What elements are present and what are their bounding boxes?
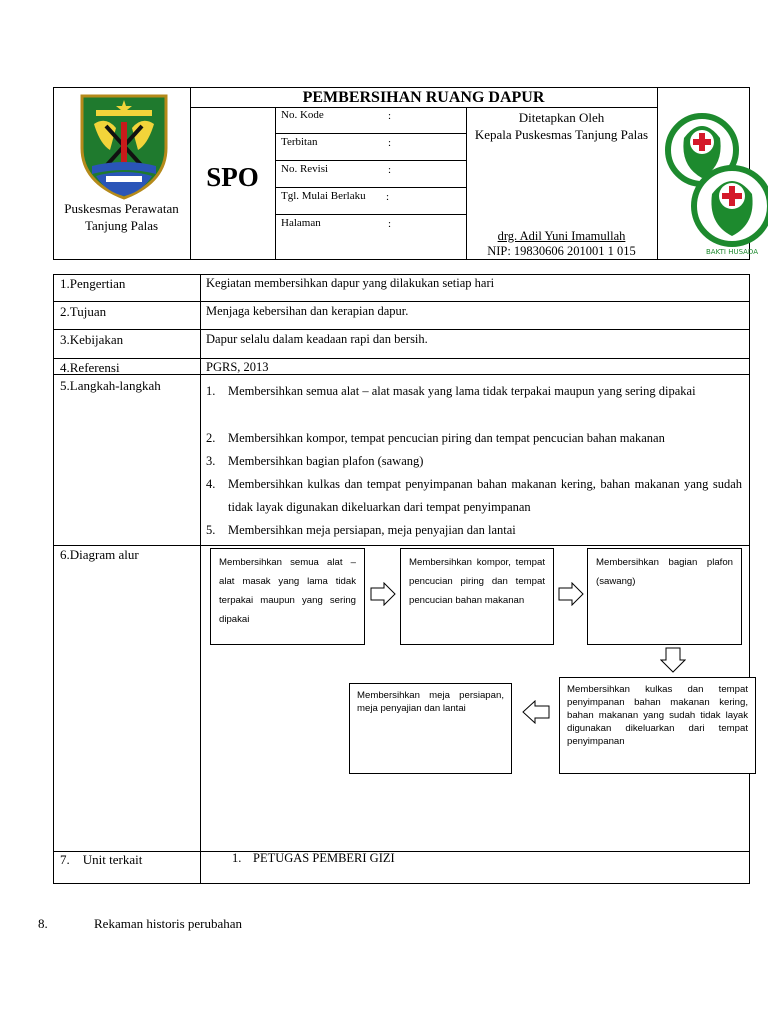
step-item bbox=[206, 380, 742, 403]
signer-name: drg. Adil Yuni Imamullah bbox=[497, 229, 626, 243]
tujuan-text: Menjaga kebersihan dan kerapian dapur. bbox=[206, 304, 409, 318]
regional-emblem-logo bbox=[76, 88, 172, 200]
referensi-label: 4.Referensi bbox=[60, 360, 120, 375]
footer-text: Rekaman historis perubahan bbox=[94, 916, 243, 931]
field-no-revisi-sep: : bbox=[388, 164, 392, 176]
unit-label: 7. Unit terkait bbox=[60, 852, 143, 867]
flow-box-3: Membersihkan bagian plafon (sawang) bbox=[587, 548, 742, 645]
step-item bbox=[206, 519, 742, 542]
field-no-kode-sep: : bbox=[388, 110, 392, 122]
step-item bbox=[206, 450, 742, 473]
referensi-text: PGRS, 2013 bbox=[206, 360, 269, 374]
field-tgl-mulai-sep: : bbox=[386, 191, 390, 203]
step-text: Membersihkan kulkas dan tempat penyimpanan bahan makanan kering, bahan makanan yang sudah tidak layak digunakan dikeluarkan dari tempat penyimpanan bbox=[228, 477, 742, 514]
bakti-husada-text: BAKTI HUSADA bbox=[705, 248, 759, 256]
arrow-down-icon bbox=[660, 647, 686, 673]
pengertian-label: 1.Pengertian bbox=[60, 276, 126, 291]
step-item bbox=[206, 473, 742, 519]
step-number: 4. bbox=[206, 477, 216, 491]
flow-box-5: Membersihkan meja persiapan, meja penyajian dan lantai bbox=[349, 683, 512, 774]
field-no-revisi-label: No. Revisi bbox=[281, 163, 329, 175]
flow-box-2: Membersihkan kompor, tempat pencucian piring dan tempat pencucian bahan makanan bbox=[400, 548, 554, 645]
flow-box-4: Membersihkan kulkas dan tempat penyimpanan bahan makanan kering, bahan makanan yang sudah tidak layak digunakan dikeluarkan dari tempat penyimpanan bbox=[559, 677, 756, 774]
langkah-label: 5.Langkah-langkah bbox=[60, 378, 161, 393]
field-halaman-sep: : bbox=[388, 218, 392, 230]
arrow-left-icon bbox=[522, 700, 550, 724]
unit-text: PETUGAS PEMBERI GIZI bbox=[253, 851, 395, 865]
step-text: Membersihkan semua alat – alat masak yang lama tidak terpakai maupun yang sering dipakai bbox=[228, 384, 696, 398]
spo-label: SPO bbox=[206, 162, 259, 192]
step-text: Membersihkan kompor, tempat pencucian piring dan tempat pencucian bahan makanan bbox=[228, 431, 665, 445]
footer-number: 8. bbox=[38, 916, 48, 931]
field-halaman-label: Halaman bbox=[281, 217, 321, 229]
tujuan-label: 2.Tujuan bbox=[60, 304, 107, 319]
diagram-label: 6.Diagram alur bbox=[60, 547, 139, 562]
step-item bbox=[206, 427, 742, 450]
signer-nip: NIP: 19830606 201001 1 015 bbox=[487, 244, 636, 258]
document-title: PEMBERSIHAN RUANG DAPUR bbox=[302, 89, 545, 106]
field-no-kode-label: No. Kode bbox=[281, 109, 324, 121]
bakti-husada-logo bbox=[664, 108, 768, 260]
arrow-right-icon bbox=[370, 582, 396, 606]
step-text: Membersihkan bagian plafon (sawang) bbox=[228, 454, 424, 468]
arrow-right-icon bbox=[558, 582, 584, 606]
step-number: 3. bbox=[206, 454, 216, 468]
flow-box-1: Membersihkan semua alat – alat masak yang lama tidak terpakai maupun yang sering dipakai bbox=[210, 548, 365, 645]
step-number: 1. bbox=[206, 384, 216, 398]
field-tgl-mulai-label: Tgl. Mulai Berlaku bbox=[281, 190, 366, 202]
kebijakan-label: 3.Kebijakan bbox=[60, 332, 124, 347]
kebijakan-text: Dapur selalu dalam keadaan rapi dan bersih. bbox=[206, 332, 428, 346]
field-terbitan-label: Terbitan bbox=[281, 136, 318, 148]
field-terbitan-sep: : bbox=[388, 137, 392, 149]
approval-line-2: Kepala Puskesmas Tanjung Palas bbox=[474, 127, 649, 142]
step-number: 2. bbox=[206, 431, 216, 445]
pengertian-text: Kegiatan membersihkan dapur yang dilakukan setiap hari bbox=[206, 276, 495, 290]
step-number: 5. bbox=[206, 523, 216, 537]
approval-line-1: Ditetapkan Oleh bbox=[518, 110, 605, 125]
org-name: Puskesmas Perawatan Tanjung Palas bbox=[64, 201, 179, 233]
unit-number: 1. bbox=[232, 851, 242, 865]
step-text: Membersihkan meja persiapan, meja penyajian dan lantai bbox=[228, 523, 516, 537]
